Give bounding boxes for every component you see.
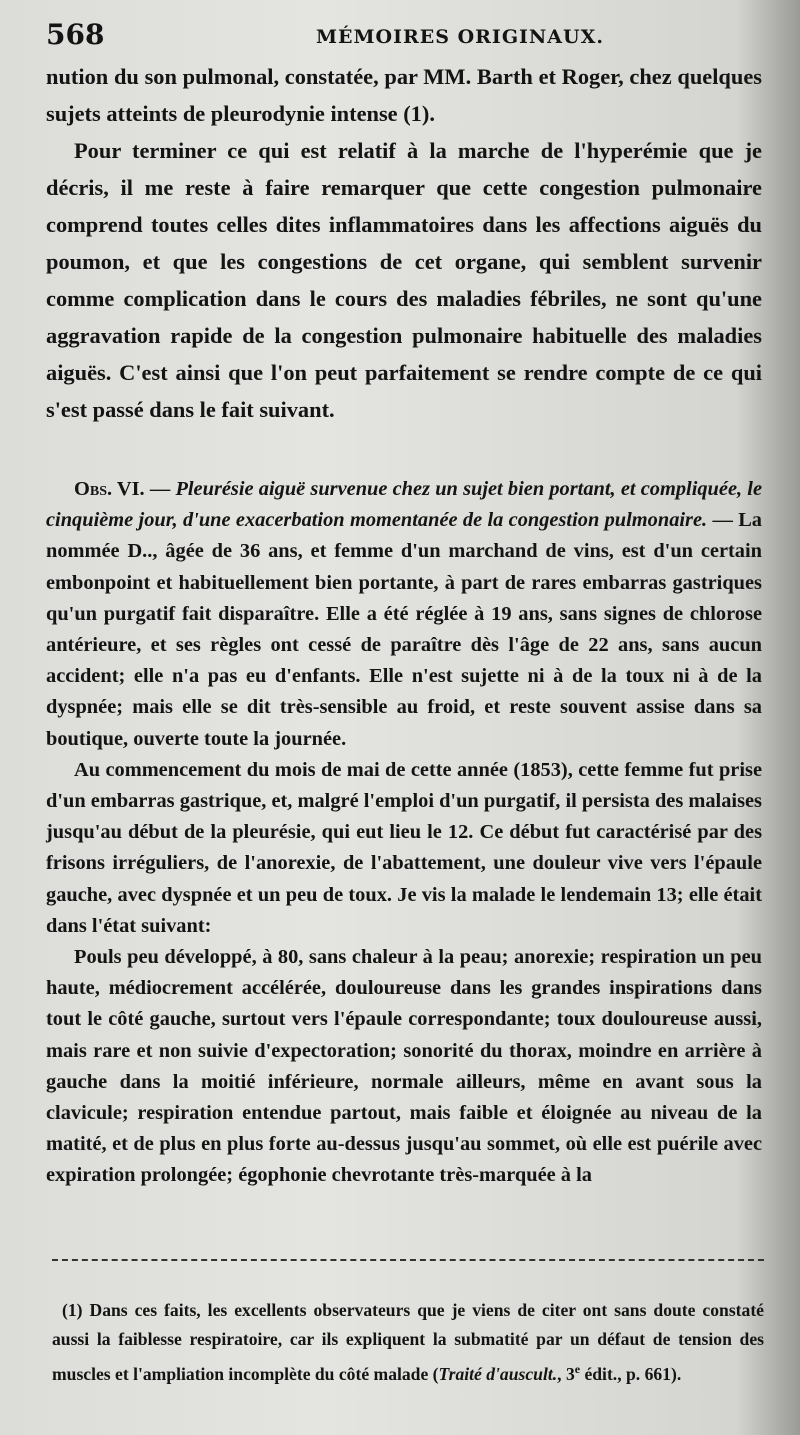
observation-dash-2: — xyxy=(707,509,739,532)
footnote-superscript: e xyxy=(574,1361,581,1376)
footnote-text-mid: , 3 xyxy=(557,1363,575,1384)
observation-label: Obs. VI. xyxy=(74,478,145,500)
footnote-text-after: édit., p. 661). xyxy=(580,1363,682,1384)
observation-vi xyxy=(46,474,762,1192)
footnote-text-before: Dans ces faits, les excellents observateurs que je viens de citer ont sans doute constaté aussi la faiblesse respiratoire, car ils expliquent la submatité par un défaut de tension des muscles et l'ampliation incomplète du côté malade ( xyxy=(52,1299,764,1384)
observation-text-1: La nommée D.., âgée de 36 ans, et femme d'un marchand de vins, est d'un certain embonpoint et habituellement bien portante, à part de rares embarras gastriques qu'un purgatif fait disparaître. Elle a été réglée à 19 ans, sans signes de chlorose antérieure, et ses règles ont cessé de paraître dès l'âge de 22 ans, sans aucun accident; elle n'a pas eu d'enfants. Elle n'est sujette ni à de la toux ni à de la dyspnée; mais elle se dit très-sensible au froid, et reste souvent assise dans sa boutique, ouverte toute la journée. xyxy=(46,509,762,750)
footnote-rule xyxy=(52,1259,764,1261)
paragraph-continuation: nution du son pulmonal, constatée, par MM. Barth et Roger, chez quelques sujets atteints de pleurodynie intense (1). xyxy=(46,64,762,126)
observation-heading-paragraph xyxy=(46,474,762,755)
paragraph-hyperemie: Pour terminer ce qui est relatif à la marche de l'hyperémie que je décris, il me reste à faire remarquer que cette congestion pulmonaire comprend toutes celles dites inflammatoires dans les affections aiguës du poumon, et que les congestions de cet organe, qui semblent survenir comme complication dans le cours des maladies fébriles, ne sont qu'une aggravation rapide de la congestion pulmonaire habituelle des maladies aiguës. C'est ainsi que l'on peut parfaitement se rendre compte de ce qui s'est passé dans le fait suivant. xyxy=(46,138,762,422)
page-number: 568 xyxy=(46,18,105,51)
page-header xyxy=(46,18,760,54)
footnote-citation: Traité d'auscult. xyxy=(438,1363,558,1384)
observation-dash: — xyxy=(144,478,176,500)
observation-text-2: Au commencement du mois de mai de cette année (1853), cette femme fut prise d'un embarras gastrique, et, malgré l'emploi d'un purgatif, il persista des malaises jusqu'au début de la pleurésie, qui eut lieu le 12. Ce début fut caractérisé par des frisons irréguliers, de l'anorexie, de l'abattement, une douleur vive vers l'épaule gauche, avec dyspnée et un peu de toux. Je vis la malade le lendemain 13; elle était dans l'état suivant: xyxy=(46,758,762,937)
footnote-marker: (1) xyxy=(62,1299,83,1320)
running-title: MÉMOIRES ORIGINAUX. xyxy=(316,26,604,48)
observation-text-3: Pouls peu développé, à 80, sans chaleur à la peau; anorexie; respiration un peu haute, médiocrement accélérée, douloureuse dans les grandes inspirations dans tout le côté gauche, surtout vers l'épaule correspondante; toux douloureuse aussi, mais rare et non suivie d'expectoration; sonorité du thorax, moindre en arrière à gauche dans la moitié inférieure, normale ailleurs, même en avant sous la clavicule; respiration entendue partout, mais faible et éloignée au niveau de la matité, et de plus en plus forte au-dessus jusqu'au sommet, où elle est puérile avec expiration prolongée; égophonie chevrotante très-marquée à la xyxy=(46,946,762,1187)
main-text xyxy=(46,58,762,428)
footnote xyxy=(52,1296,764,1389)
observation-title: Pleurésie aiguë survenue chez un sujet bien portant, et compliquée, le cinquième jour, d'une exacerbation momentanée de la congestion pulmonaire. xyxy=(46,478,762,532)
